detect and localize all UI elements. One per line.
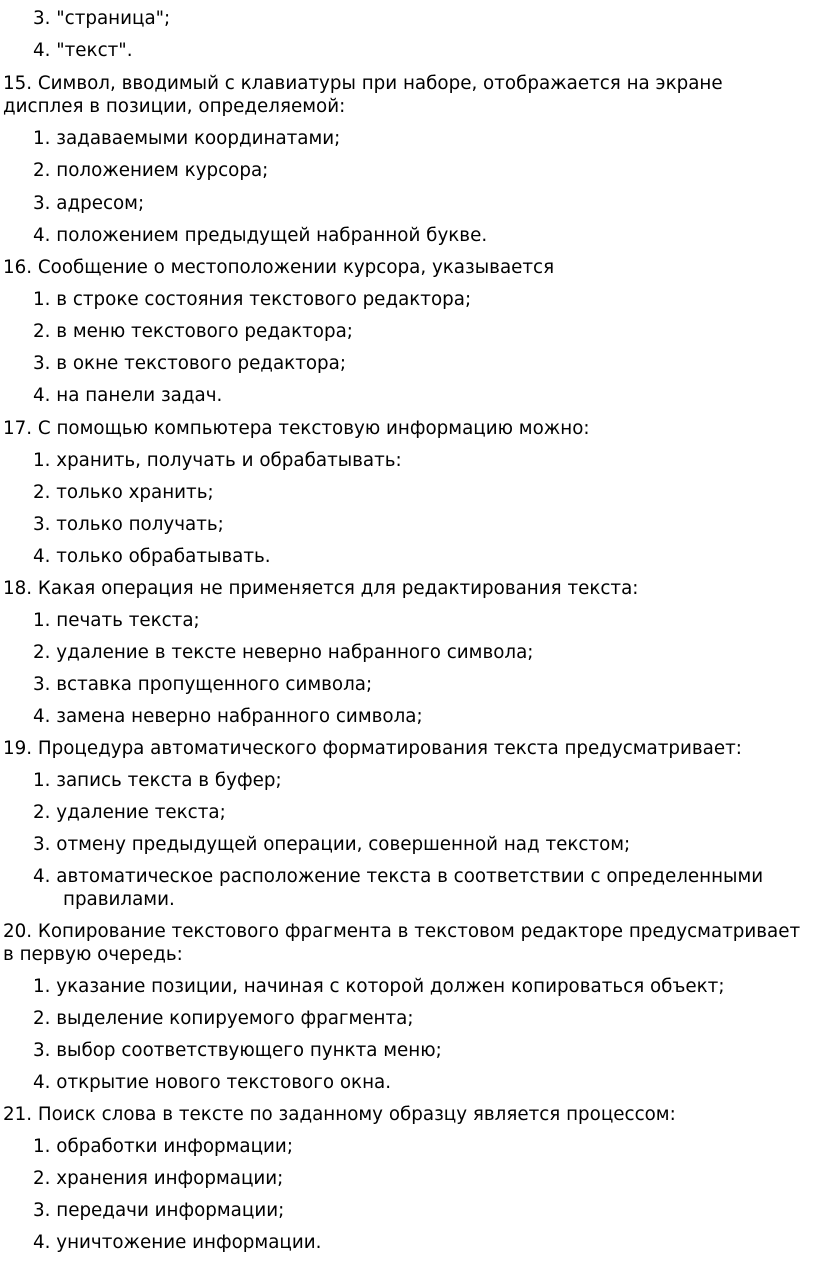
question-line: 15. Символ, вводимый с клавиатуры при наборе, отображается на экране (3, 73, 723, 94)
question-line: 16. Сообщение о местоположении курсора, указывается (3, 257, 555, 278)
option-line: 2. положением курсора; (33, 160, 269, 181)
option-line: 2. хранения информации; (33, 1168, 284, 1189)
option-line: 4. положением предыдущей набранной букве. (33, 225, 488, 246)
question-continuation: в первую очередь: (3, 944, 183, 965)
option-line: 4. замена неверно набранного символа; (33, 706, 423, 727)
option-line: 3. отмену предыдущей операции, совершенной над текстом; (33, 834, 631, 855)
option-line: 4. открытие нового текстового окна. (33, 1072, 392, 1093)
option-line: 1. указание позиции, начиная с которой должен копироваться объект; (33, 976, 725, 997)
option-line: 4. уничтожение информации. (33, 1232, 322, 1253)
option-line: 3. только получать; (33, 514, 224, 535)
option-line: 1. хранить, получать и обрабатывать: (33, 450, 402, 471)
option-line: 3. передачи информации; (33, 1200, 285, 1221)
question-line: 20. Копирование текстового фрагмента в текстовом редакторе предусматривает (3, 921, 801, 942)
option-line: 2. только хранить; (33, 482, 214, 503)
option-line: 1. задаваемыми координатами; (33, 128, 341, 149)
question-line: 19. Процедура автоматического форматирования текста предусматривает: (3, 738, 742, 759)
option-line: 4. только обрабатывать. (33, 546, 271, 567)
option-line: 3. вставка пропущенного символа; (33, 674, 373, 695)
option-line: 1. в строке состояния текстового редактора; (33, 289, 472, 310)
option-line: 3. "страница"; (33, 8, 171, 29)
question-line: 17. С помощью компьютера текстовую информацию можно: (3, 418, 590, 439)
question-line: 18. Какая операция не применяется для редактирования текста: (3, 578, 639, 599)
option-line: 2. удаление текста; (33, 802, 226, 823)
option-line: 3. выбор соответствующего пункта меню; (33, 1040, 442, 1061)
option-line: 1. обработки информации; (33, 1136, 293, 1157)
option-line: 3. адресом; (33, 193, 145, 214)
option-line: 2. в меню текстового редактора; (33, 321, 353, 342)
option-line: 4. "текст". (33, 40, 133, 61)
option-line: 2. выделение копируемого фрагмента; (33, 1008, 414, 1029)
option-line: 3. в окне текстового редактора; (33, 353, 346, 374)
question-continuation: дисплея в позиции, определяемой: (3, 96, 346, 117)
option-line: 4. автоматическое расположение текста в соответствии с определенными (33, 866, 764, 887)
option-line: 1. запись текста в буфер; (33, 770, 282, 791)
option-line: 2. удаление в тексте неверно набранного символа; (33, 642, 534, 663)
question-line: 21. Поиск слова в тексте по заданному образцу является процессом: (3, 1104, 676, 1125)
option-continuation: правилами. (63, 889, 175, 910)
option-line: 1. печать текста; (33, 610, 200, 631)
option-line: 4. на панели задач. (33, 385, 223, 406)
